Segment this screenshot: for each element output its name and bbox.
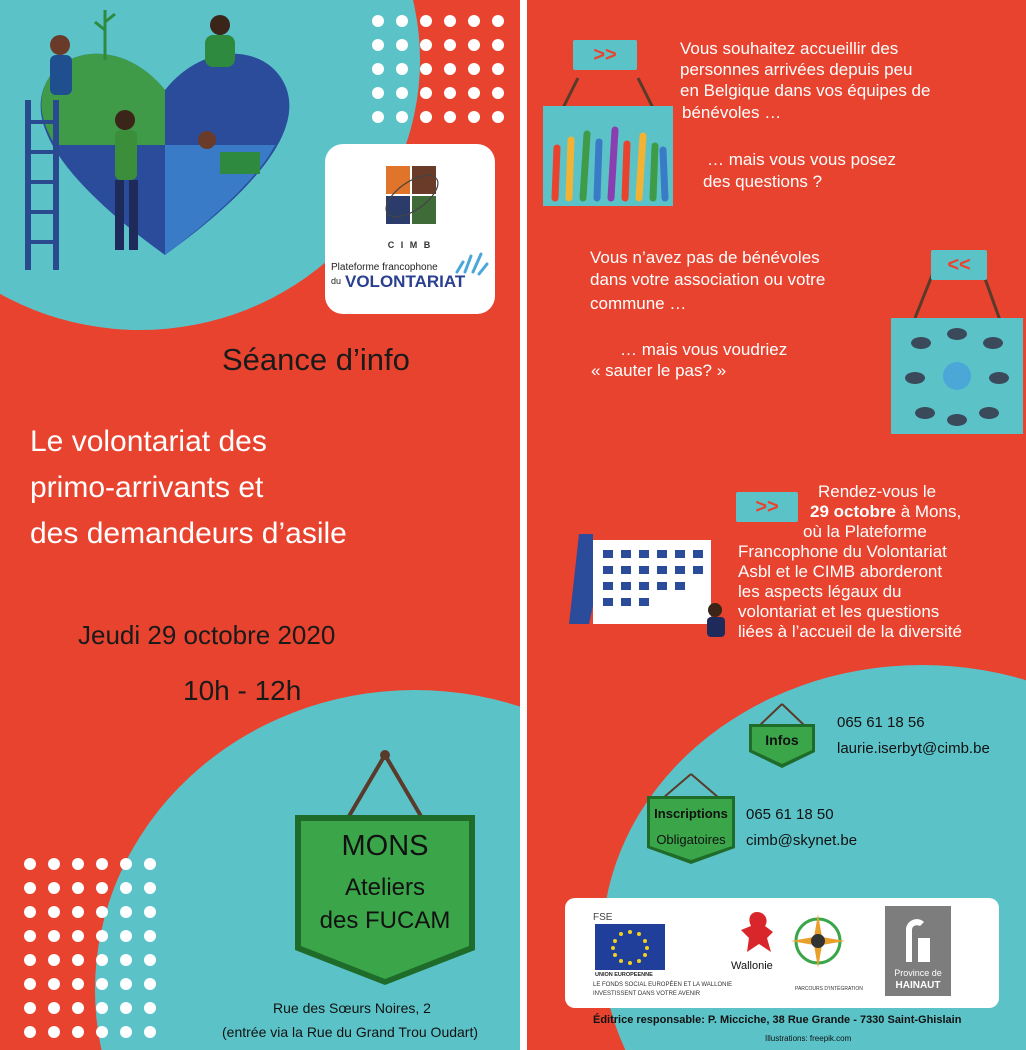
q1b-line-2: des questions ? (703, 172, 823, 191)
illustrations-credit: Illustrations: freepik.com (765, 1034, 852, 1043)
province-label-1: Province de (894, 968, 942, 978)
cimb-label: C I M B (387, 240, 433, 250)
calendar-illustration (569, 514, 729, 638)
address-line1: Rue des Sœurs Noires, 2 (273, 1000, 431, 1016)
sign-city: MONS (341, 830, 429, 862)
parcours-compass-icon (787, 910, 849, 972)
q1b-line-1: … mais vous vous posez (707, 150, 896, 169)
q2-line-2: dans votre association ou votre (590, 270, 826, 289)
wallonie-rooster-icon (737, 908, 777, 956)
platform-du: du (331, 276, 342, 286)
rdv-rest-line-5: volontariat et les questions (738, 602, 940, 621)
title-line-1: Le volontariat des (30, 425, 267, 458)
editor-line: Éditrice responsable: P. Micciche, 38 Rue Grande - 7330 Saint-Ghislain (593, 1014, 962, 1026)
fse-text-2: INVESTISSENT DANS VOTRE AVENIR (593, 991, 701, 997)
hainaut-emblem-icon (898, 912, 938, 964)
q1-line-4: bénévoles … (682, 103, 782, 122)
sun-rays-icon (453, 248, 489, 276)
address-line2: (entrée via la Rue du Grand Trou Oudart) (222, 1024, 479, 1040)
platform-line1: Plateforme francophone (331, 262, 438, 273)
rdv-line-2-rest: à Mons, (895, 502, 962, 521)
session-label: Séance d’info (222, 342, 410, 377)
panel-divider (520, 0, 527, 1050)
cimb-logo-icon (380, 158, 445, 238)
rdv-date-bold: 29 octobre (810, 502, 896, 521)
inscriptions-label-2: Obligatoires (656, 832, 726, 847)
eu-flag-icon (595, 924, 665, 970)
rdv-rest-line-4: les aspects légaux du (738, 582, 902, 601)
tag-forward-1: >> (573, 40, 637, 70)
platform-line2: VOLONTARIAT (345, 272, 466, 291)
rdv-rest-line-2: Francophone du Volontariat (738, 542, 947, 561)
inscriptions-label-1: Inscriptions (654, 806, 728, 821)
rdv-line-2 (810, 502, 961, 522)
eu-label: UNION EUROPEENNE (595, 972, 653, 978)
dots-top (372, 15, 504, 123)
cimb-logo-card (325, 144, 495, 314)
event-time: 10h - 12h (183, 675, 302, 706)
inscriptions-phone: 065 61 18 50 (746, 806, 834, 823)
inscriptions-email: cimb@skynet.be (746, 832, 858, 849)
q1-line-2: personnes arrivées depuis peu (680, 60, 913, 79)
partner-logos-box (565, 898, 999, 1008)
dots-bottom (24, 858, 156, 1038)
q1-line-3: en Belgique dans vos équipes de (680, 81, 931, 100)
fse-text-1: LE FONDS SOCIAL EUROPÉEN ET LA WALLONIE (593, 982, 733, 988)
province-label-2: HAINAUT (895, 980, 941, 991)
fse-label: FSE (593, 912, 613, 923)
event-date: Jeudi 29 octobre 2020 (78, 620, 336, 650)
title-line-2: primo-arrivants et (30, 471, 264, 504)
tag-forward-2: >> (736, 492, 798, 522)
sign-venue-line2: des FUCAM (319, 907, 451, 934)
infos-phone: 065 61 18 56 (837, 714, 925, 731)
rdv-rest-line-6: liées à l’accueil de la diversité (738, 622, 962, 641)
parcours-label: PARCOURS D’INTÉGRATION (795, 986, 863, 992)
rdv-line-1: Rendez-vous le (818, 482, 937, 501)
tag-back: << (931, 250, 987, 280)
q2b-line-2: « sauter le pas? » (591, 361, 727, 380)
infos-email: laurie.iserbyt@cimb.be (837, 740, 990, 757)
heart-puzzle-illustration (15, 0, 315, 275)
infos-label: Infos (765, 732, 799, 748)
rdv-rest-line-3: Asbl et le CIMB aborderont (738, 562, 943, 581)
right-panel (527, 0, 1026, 1050)
q2b-line-1: … mais vous voudriez (620, 340, 788, 359)
title-line-3: des demandeurs d’asile (30, 517, 347, 550)
sign-venue-line1: Ateliers (344, 874, 426, 901)
mons-sign-graphic (290, 745, 480, 990)
q1-line-1: Vous souhaitez accueillir des (680, 39, 899, 58)
q2-line-1: Vous n’avez pas de bénévoles (590, 248, 820, 267)
hainaut-logo (885, 906, 951, 996)
q2-line-3: commune … (590, 294, 687, 313)
rdv-rest-line-1: où la Plateforme (803, 522, 927, 541)
wallonie-label: Wallonie (731, 960, 773, 972)
